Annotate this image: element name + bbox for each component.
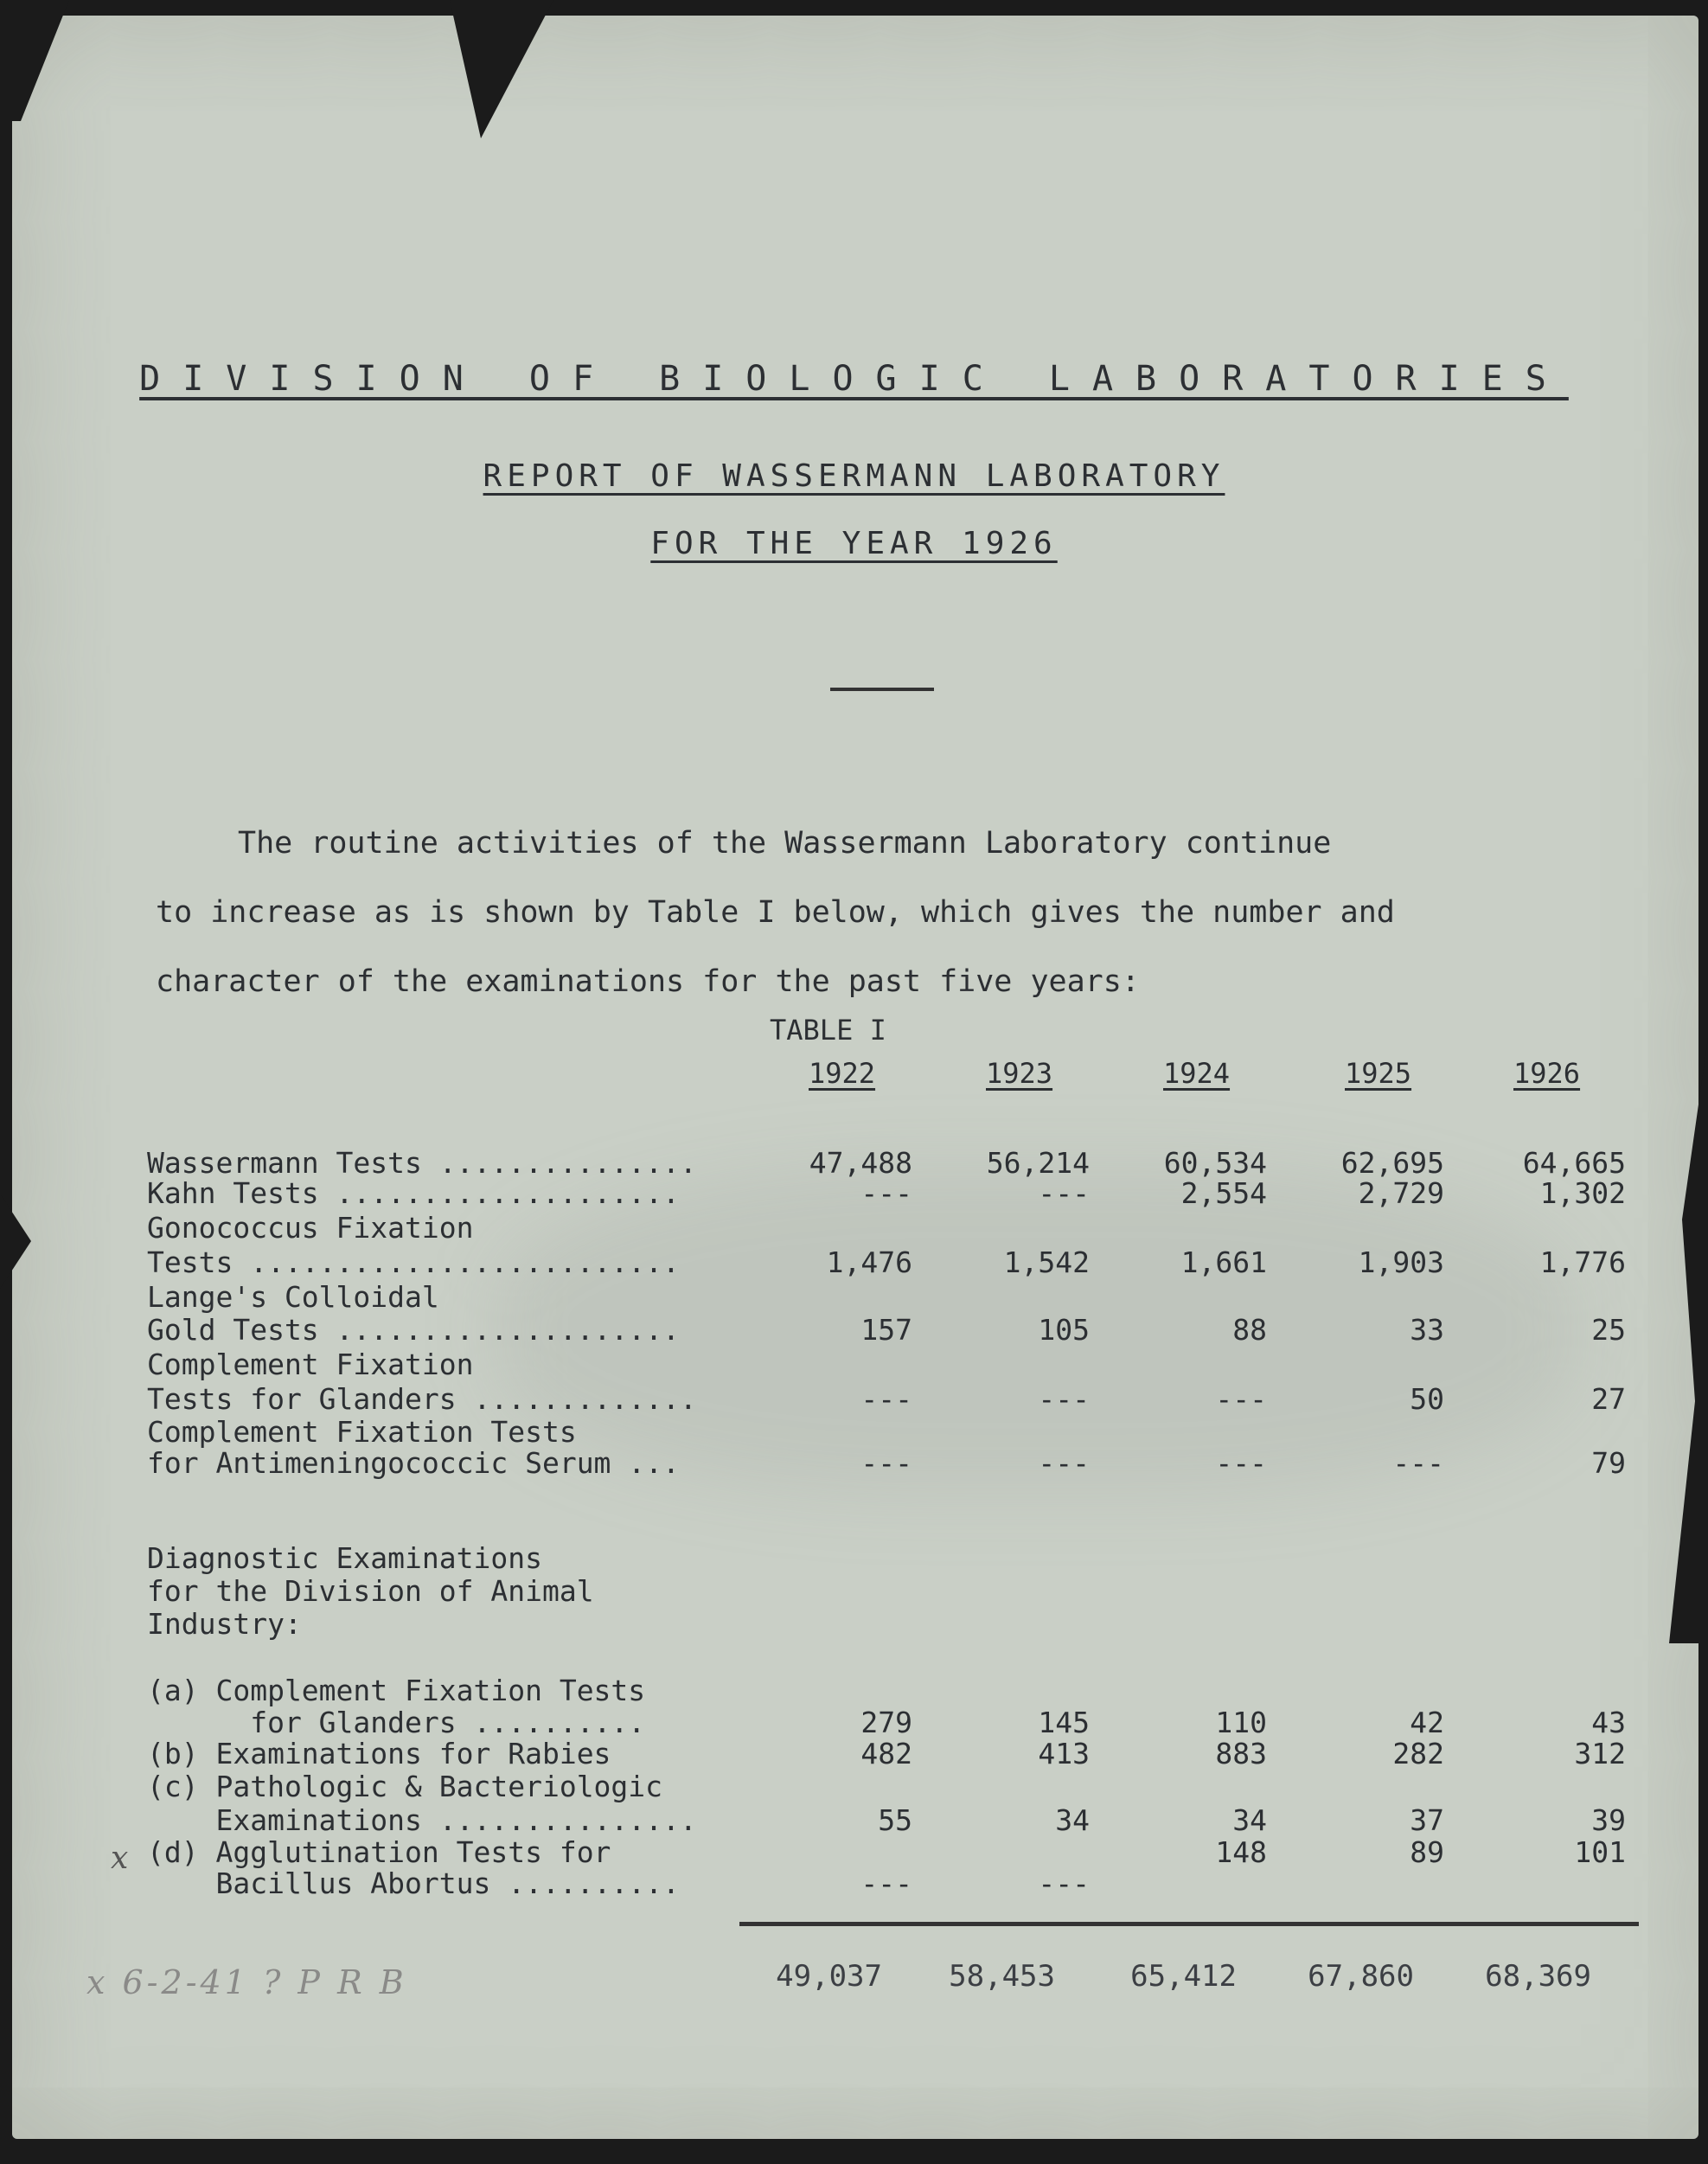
table-cell: 56,214 (986, 1146, 1090, 1180)
table-cell: 42 (1410, 1706, 1444, 1739)
year-header: 1925 (1345, 1057, 1412, 1090)
table-cell: 33 (1410, 1313, 1444, 1347)
table-cell: --- (860, 1866, 912, 1900)
year-header: 1924 (1163, 1057, 1231, 1090)
table-cell: 110 (1215, 1706, 1267, 1739)
totals-rule (739, 1922, 1639, 1926)
row-label: Wassermann Tests ............... (147, 1146, 697, 1180)
diagnostic-heading-line: Industry: (147, 1607, 302, 1641)
table-cell: 312 (1574, 1737, 1626, 1770)
year-header: 1923 (986, 1057, 1053, 1090)
diagnostic-row-label: (c) Pathologic & Bacteriologic (147, 1770, 663, 1803)
table-cell: --- (860, 1382, 912, 1416)
table-cell: 1,302 (1539, 1176, 1626, 1210)
table-cell: 413 (1038, 1737, 1090, 1770)
diagnostic-row-label: (b) Examinations for Rabies (147, 1737, 611, 1770)
table-cell: 2,554 (1180, 1176, 1267, 1210)
table-cell: 62,695 (1340, 1146, 1444, 1180)
table-cell: 39 (1591, 1803, 1626, 1837)
row-label: Tests for Glanders ............. (147, 1382, 697, 1416)
total-value: 58,453 (949, 1959, 1055, 1994)
row-label: Gold Tests .................... (147, 1313, 680, 1347)
table-cell: 43 (1591, 1706, 1626, 1739)
intro-line-1: The routine activities of the Wassermann Laboratory continue (238, 826, 1332, 861)
intro-line-2: to increase as is shown by Table I below, which gives the number and (156, 895, 1395, 930)
table-cell: 27 (1591, 1382, 1626, 1416)
intro-line-3: character of the examinations for the past five years: (156, 964, 1140, 999)
margin-mark: x (111, 1841, 129, 1876)
table-cell: 482 (860, 1737, 912, 1770)
table-cell: 60,534 (1163, 1146, 1267, 1180)
table-cell: --- (1038, 1176, 1090, 1210)
table-cell: 157 (860, 1313, 912, 1347)
table-cell: --- (1038, 1382, 1090, 1416)
table-cell: --- (1215, 1382, 1267, 1416)
diagnostic-heading-line: for the Division of Animal (147, 1574, 594, 1608)
table-cell: 37 (1410, 1803, 1444, 1837)
table-cell: --- (1038, 1866, 1090, 1900)
table-cell: 101 (1574, 1835, 1626, 1869)
table-cell: 1,476 (826, 1245, 912, 1279)
total-value: 68,369 (1485, 1959, 1591, 1994)
table-cell: 25 (1591, 1313, 1626, 1347)
table-cell: 105 (1038, 1313, 1090, 1347)
table-cell: 89 (1410, 1835, 1444, 1869)
table-cell: 34 (1232, 1803, 1267, 1837)
row-label: Kahn Tests .................... (147, 1176, 680, 1210)
table-cell: --- (1392, 1446, 1444, 1480)
row-label: for Antimeningococcic Serum ... (147, 1446, 680, 1480)
page-title: DIVISION OF BIOLOGIC LABORATORIES (139, 359, 1569, 399)
table-cell: 883 (1215, 1737, 1267, 1770)
divider-rule (830, 688, 934, 691)
total-value: 65,412 (1130, 1959, 1237, 1994)
row-label: Gonococcus Fixation (147, 1211, 474, 1245)
diagnostic-row-label: (d) Agglutination Tests for (147, 1835, 611, 1869)
table-cell: 1,903 (1358, 1245, 1444, 1279)
table-cell: 64,665 (1522, 1146, 1626, 1180)
table-cell: 1,776 (1539, 1245, 1626, 1279)
row-label: Lange's Colloidal (147, 1280, 439, 1314)
diagnostic-heading-line: Diagnostic Examinations (147, 1541, 542, 1575)
row-label: Tests ......................... (147, 1245, 680, 1279)
table-cell: --- (860, 1446, 912, 1480)
row-label: Complement Fixation (147, 1348, 474, 1381)
diagnostic-row-label: (a) Complement Fixation Tests (147, 1674, 646, 1707)
intro-paragraph (156, 809, 1539, 1016)
table-cell: --- (1215, 1446, 1267, 1480)
table-cell: 88 (1232, 1313, 1267, 1347)
table-cell: 279 (860, 1706, 912, 1739)
table-cell: 282 (1392, 1737, 1444, 1770)
table-cell: --- (860, 1176, 912, 1210)
diagnostic-row-label: Bacillus Abortus .......... (147, 1866, 680, 1900)
table-cell: 1,542 (1003, 1245, 1090, 1279)
year-header: 1922 (809, 1057, 876, 1090)
handwritten-note: x 6-2-41 ? P R B (86, 1963, 407, 2001)
report-year-line: FOR THE YEAR 1926 (650, 526, 1058, 561)
row-label: Complement Fixation Tests (147, 1415, 577, 1449)
table-cell: 145 (1038, 1706, 1090, 1739)
total-value: 49,037 (776, 1959, 882, 1994)
table-cell: 55 (878, 1803, 912, 1837)
table-cell: 79 (1591, 1446, 1626, 1480)
table-cell: --- (1038, 1446, 1090, 1480)
diagnostic-row-label: for Glanders .......... (147, 1706, 646, 1739)
year-header: 1926 (1513, 1057, 1581, 1090)
table-cell: 2,729 (1358, 1176, 1444, 1210)
table-cell: 34 (1055, 1803, 1090, 1837)
diagnostic-row-label: Examinations ............... (147, 1803, 697, 1837)
table-cell: 50 (1410, 1382, 1444, 1416)
table-title: TABLE I (770, 1014, 886, 1047)
table-cell: 1,661 (1180, 1245, 1267, 1279)
total-value: 67,860 (1308, 1959, 1414, 1994)
report-subtitle: REPORT OF WASSERMANN LABORATORY (483, 458, 1225, 494)
table-cell: 47,488 (809, 1146, 912, 1180)
table-cell: 148 (1215, 1835, 1267, 1869)
